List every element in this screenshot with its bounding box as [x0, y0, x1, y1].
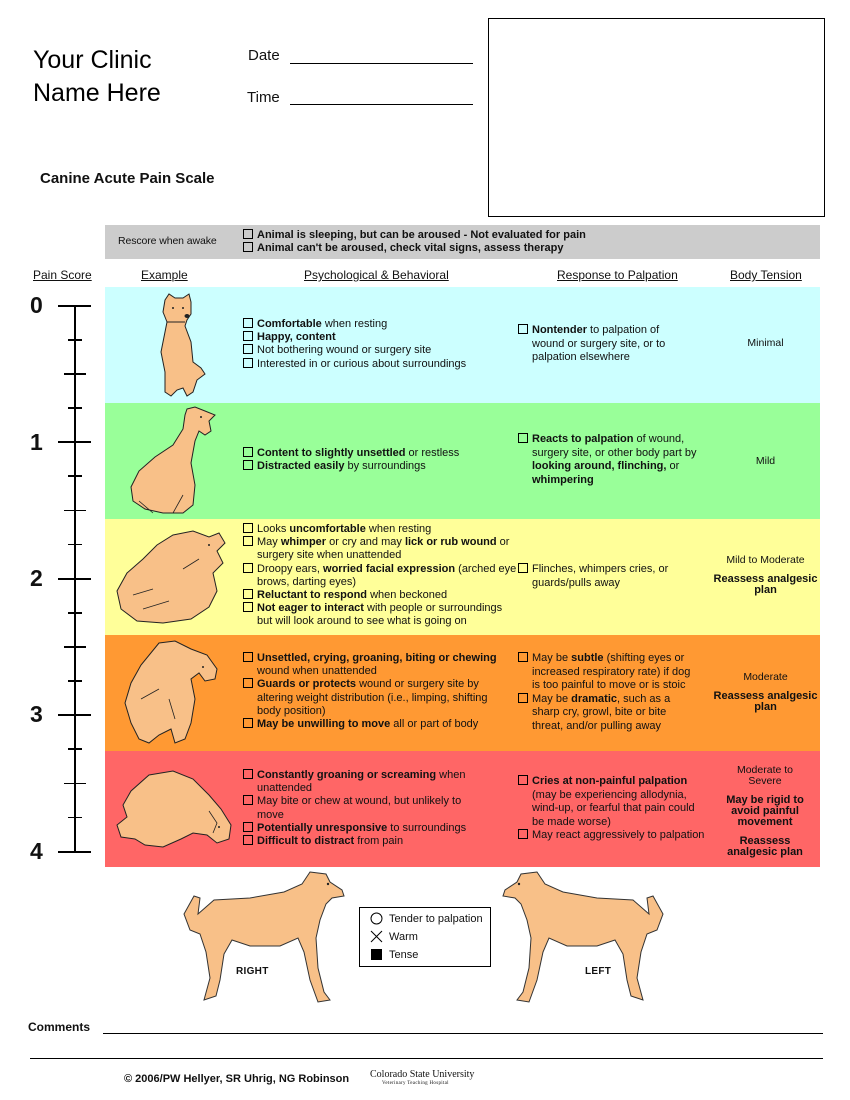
psych-item[interactable]: May whimper or cry and may lick or rub wound or surgery site when unattended	[243, 536, 518, 562]
legend-item-warm: Warm	[370, 930, 418, 943]
dog-right-side-diagram[interactable]	[180, 868, 350, 1008]
checkbox[interactable]	[243, 652, 253, 662]
palpation-item[interactable]: Flinches, whimpers cries, or guards/pulls away	[518, 563, 678, 590]
scale-tick-major	[58, 851, 91, 853]
circle-icon	[370, 912, 383, 925]
checkbox[interactable]	[243, 589, 253, 599]
scale-tick-minor	[68, 407, 82, 409]
reassess-note: Reassess analgesic plan	[713, 573, 818, 596]
scale-tick-minor	[68, 612, 82, 614]
psych-item[interactable]: Looks uncomfortable when resting	[243, 523, 518, 536]
checkbox[interactable]	[518, 652, 528, 662]
palpation-list-3	[518, 652, 698, 733]
checkbox[interactable]	[243, 242, 253, 252]
scale-tick-major	[58, 578, 91, 580]
comments-field[interactable]	[103, 1033, 823, 1034]
column-header-pain-score: Pain Score	[33, 268, 92, 282]
psych-item[interactable]: Droopy ears, worried facial expression (arched eye brows, darting eyes)	[243, 563, 518, 589]
page-title: Canine Acute Pain Scale	[40, 170, 215, 187]
checkbox[interactable]	[518, 693, 528, 703]
x-icon	[370, 930, 383, 943]
palpation-list-2	[518, 563, 678, 590]
scale-tick-minor	[68, 339, 82, 341]
reassess-note: Reassess analgesic plan	[713, 690, 818, 713]
scale-tick-minor	[68, 817, 82, 819]
body-tension-1: Mild	[755, 455, 776, 467]
psych-list-1	[243, 447, 515, 473]
column-header-tension: Body Tension	[730, 268, 802, 282]
psych-item[interactable]: Reluctant to respond when beckoned	[243, 589, 518, 602]
comments-field-line2[interactable]	[30, 1058, 823, 1059]
psych-item[interactable]: Comfortable when resting	[243, 318, 515, 331]
pain-row-4	[105, 751, 820, 867]
palpation-item[interactable]: Cries at non-painful palpation (may be experiencing allodynia, wind-up, or fearful that pain could be made worse)	[518, 775, 698, 829]
pain-row-3	[105, 635, 820, 751]
psych-item[interactable]: Distracted easily by surroundings	[243, 460, 515, 473]
dog-sitting-head-low-icon	[123, 405, 223, 517]
scale-tick-minor	[68, 544, 82, 546]
body-tension-4: Moderate to Severe May be rigid to avoid painful movement Reassess analgesic plan	[721, 765, 809, 858]
score-label-0: 0	[30, 292, 43, 318]
psych-list-0	[243, 318, 515, 371]
scale-tick-minor	[64, 373, 86, 375]
reassess-note: Reassess analgesic plan	[727, 835, 803, 858]
pain-row-1	[105, 403, 820, 519]
checkbox[interactable]	[518, 563, 528, 573]
palpation-list-1	[518, 433, 708, 487]
scale-tick-minor	[64, 510, 86, 512]
diagram-legend	[359, 907, 491, 967]
checkbox[interactable]	[243, 602, 253, 612]
patient-label-box	[488, 18, 825, 217]
copyright: © 2006/PW Hellyer, SR Uhrig, NG Robinson	[124, 1073, 350, 1085]
comments-label: Comments	[28, 1020, 91, 1034]
checkbox[interactable]	[243, 447, 253, 457]
rescore-option-unarousable[interactable]: Animal can't be aroused, check vital signs, assess therapy	[243, 242, 586, 255]
column-header-psych: Psychological & Behavioral	[304, 268, 449, 282]
score-label-2: 2	[30, 565, 43, 591]
scale-tick-minor	[68, 680, 82, 682]
palpation-item[interactable]: May be subtle (shifting eyes or increased respiratory rate) if dog is too painful to move or is stoic	[518, 652, 698, 693]
checkbox[interactable]	[243, 229, 253, 239]
checkbox[interactable]	[243, 536, 253, 546]
time-label: Time	[247, 89, 280, 106]
checkbox[interactable]	[243, 678, 253, 688]
checkbox[interactable]	[243, 795, 253, 805]
checkbox[interactable]	[518, 324, 528, 334]
palpation-item[interactable]: May react aggressively to palpation	[518, 829, 718, 843]
checkbox[interactable]	[243, 563, 253, 573]
legend-item-tense: Tense	[370, 948, 418, 961]
checkbox[interactable]	[518, 775, 528, 785]
psych-item[interactable]: Unsettled, crying, groaning, biting or chewing wound when unattended	[243, 652, 513, 678]
rigid-note: May be rigid to avoid painful movement	[726, 794, 804, 828]
psych-list-2	[243, 523, 518, 629]
rescore-option-sleeping[interactable]: Animal is sleeping, but can be aroused - Not evaluated for pain	[243, 229, 586, 242]
scale-tick-major	[58, 441, 91, 443]
column-header-example: Example	[141, 268, 188, 282]
right-side-label: RIGHT	[236, 966, 269, 977]
filled-square-icon	[370, 948, 383, 961]
body-tension-0: Minimal	[747, 337, 784, 349]
date-field[interactable]	[290, 63, 473, 64]
dog-left-side-diagram[interactable]	[497, 868, 667, 1008]
score-label-4: 4	[30, 838, 43, 864]
checkbox[interactable]	[243, 318, 253, 328]
dog-lying-curled-icon	[113, 529, 231, 627]
university-subtitle: Veterinary Teaching Hospital	[382, 1081, 449, 1086]
palpation-list-4	[518, 775, 718, 843]
legend-item-tender: Tender to palpation	[370, 912, 483, 925]
dog-hunched-icon	[119, 639, 223, 749]
checkbox[interactable]	[243, 344, 253, 354]
psych-item[interactable]: May be unwilling to move all or part of body	[243, 718, 513, 731]
scale-tick-major	[58, 714, 91, 716]
checkbox[interactable]	[243, 835, 253, 845]
psych-list-3	[243, 652, 513, 731]
psych-list-4	[243, 769, 478, 848]
pain-row-2	[105, 519, 820, 635]
psych-item[interactable]: Guards or protects wound or surgery site by altering weight distribution (i.e., limping, shifting body position)	[243, 678, 513, 718]
psych-item[interactable]: Not bothering wound or surgery site	[243, 344, 515, 357]
checkbox[interactable]	[243, 769, 253, 779]
scale-tick-minor	[64, 783, 86, 785]
scale-tick-major	[58, 305, 91, 307]
checkbox[interactable]	[243, 523, 253, 533]
scale-tick-minor	[68, 748, 82, 750]
date-label: Date	[248, 47, 280, 64]
checkbox[interactable]	[243, 822, 253, 832]
university-logo: Colorado State University	[370, 1069, 475, 1080]
checkbox[interactable]	[243, 358, 253, 368]
checkbox[interactable]	[518, 829, 528, 839]
dog-sitting-alert-icon	[147, 292, 207, 400]
palpation-item[interactable]: Nontender to palpation of wound or surgery site, or to palpation elsewhere	[518, 324, 688, 365]
rescore-label: Rescore when awake	[118, 235, 217, 247]
scale-tick-minor	[68, 475, 82, 477]
body-tension-2: Mild to Moderate Reassess analgesic plan	[713, 554, 818, 596]
rescore-bar	[105, 225, 820, 259]
checkbox[interactable]	[518, 433, 528, 443]
palpation-list-0	[518, 324, 688, 365]
body-tension-3: Moderate Reassess analgesic plan	[713, 671, 818, 713]
time-field[interactable]	[290, 104, 473, 105]
checkbox[interactable]	[243, 718, 253, 728]
psych-item[interactable]: Difficult to distract from pain	[243, 835, 478, 848]
psych-item[interactable]: Interested in or curious about surroundings	[243, 358, 515, 371]
score-label-1: 1	[30, 429, 43, 455]
psych-item[interactable]: Not eager to interact with people or surroundings but will look around to see what is going on	[243, 602, 518, 628]
column-header-palpation: Response to Palpation	[557, 268, 678, 282]
palpation-item[interactable]: Reacts to palpation of wound, surgery site, or other body part by looking around, flinching, or whimpering	[518, 433, 708, 487]
clinic-name-line1: Your Clinic	[33, 46, 152, 74]
psych-item[interactable]: May bite or chew at wound, but unlikely to move	[243, 795, 478, 821]
checkbox[interactable]	[243, 331, 253, 341]
checkbox[interactable]	[243, 460, 253, 470]
clinic-name-line2: Name Here	[33, 79, 161, 107]
dog-lying-flat-icon	[113, 769, 235, 853]
psych-item[interactable]: Constantly groaning or screaming when unattended	[243, 769, 478, 795]
clinic-name	[33, 44, 161, 110]
left-side-label: LEFT	[585, 966, 612, 977]
score-label-3: 3	[30, 701, 43, 727]
pain-row-0	[105, 287, 820, 403]
psych-item[interactable]: Happy, content	[243, 331, 515, 344]
scale-tick-minor	[64, 646, 86, 648]
palpation-item[interactable]: May be dramatic, such as a sharp cry, growl, bite or bite threat, and/or pulling away	[518, 693, 698, 734]
psych-item[interactable]: Potentially unresponsive to surroundings	[243, 822, 478, 835]
psych-item[interactable]: Content to slightly unsettled or restless	[243, 447, 515, 460]
